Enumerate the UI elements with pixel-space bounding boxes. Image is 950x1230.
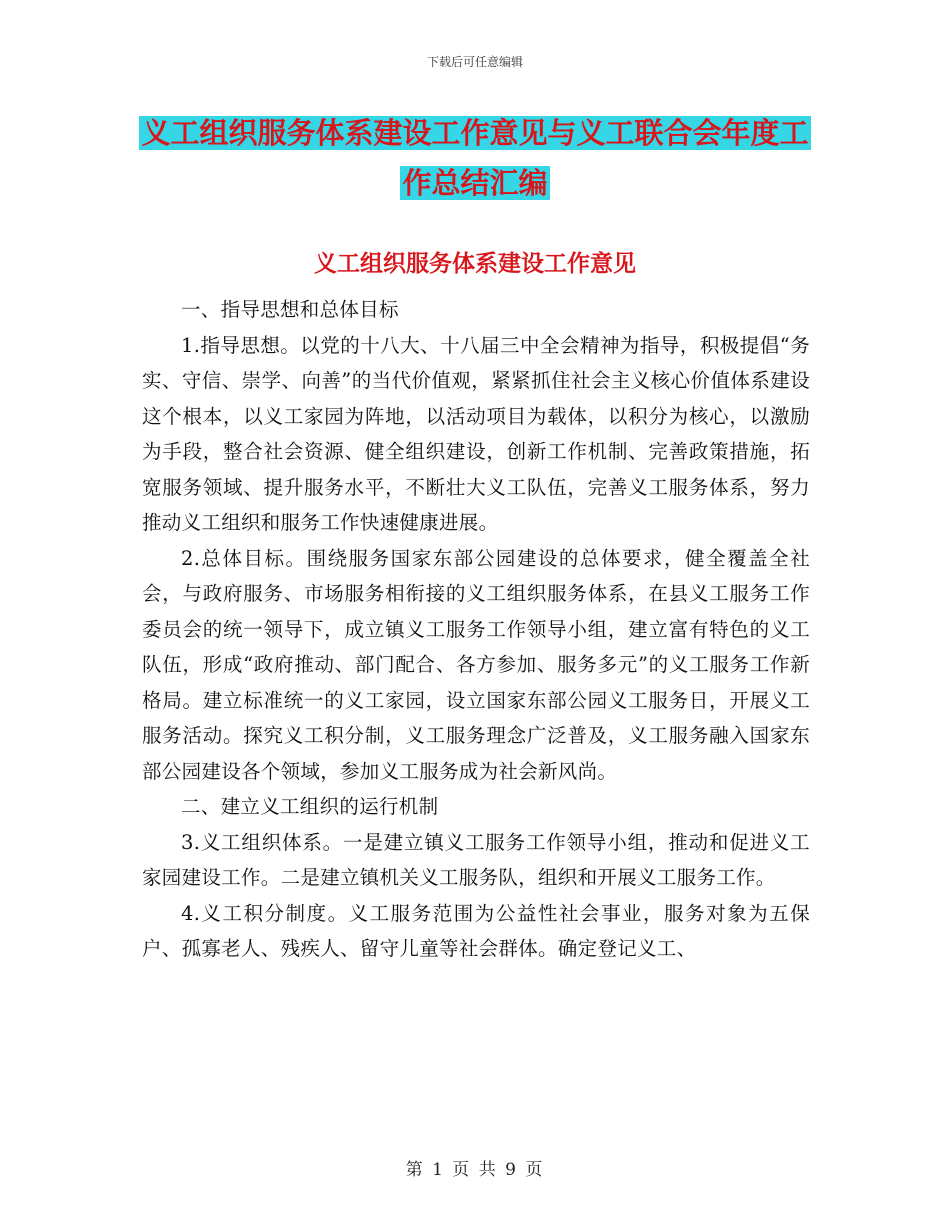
- paragraph-overall-goal: 2.总体目标。围绕服务国家东部公园建设的总体要求，健全覆盖全社会，与政府服务、市场服务相衔接的义工组织服务体系，在县义工服务工作委员会的统一领导下，成立镇义工服务工作领导小组，建立富有特色的义工队伍，形成“政府推动、部门配合、各方参加、服务多元”的义工服务工作新格局。建立标准统一的义工家园，设立国家东部公园义工服务日，开展义工服务活动。探究义工积分制，义工服务理念广泛普及，义工服务融入国家东部公园建设各个领域，参加义工服务成为社会新风尚。: [142, 546, 810, 783]
- paragraph-organization-system: 3.义工组织体系。一是建立镇义工服务工作领导小组，推动和促进义工家园建设工作。二是建立镇机关义工服务队，组织和开展义工服务工作。: [142, 830, 810, 889]
- heading-operating-mechanism: 二、建立义工组织的运行机制: [181, 795, 439, 818]
- document-title: [0, 108, 950, 208]
- section-title: 义工组织服务体系建设工作意见: [314, 251, 636, 277]
- document-title-line-2: 作总结汇编: [402, 166, 548, 200]
- heading-guiding-principles: 一、指导思想和总体目标: [181, 298, 399, 321]
- paragraph-points-system: 4.义工积分制度。义工服务范围为公益性社会事业，服务对象为五保户、孤寡老人、残疾人、留守儿童等社会群体。确定登记义工、: [142, 901, 810, 960]
- header-note: 下载后可任意编辑: [426, 55, 523, 69]
- document-body: [142, 292, 810, 967]
- document-title-line-1: 义工组织服务体系建设工作意见与义工联合会年度工: [141, 116, 809, 150]
- paragraph-guiding-ideology: 1.指导思想。以党的十八大、十八届三中全会精神为指导，积极提倡“务实、守信、崇学、向善”的当代价值观，紧紧抓住社会主义核心价值体系建设这个根本，以义工家园为阵地，以活动项目为载体，以积分为核心，以激励为手段，整合社会资源、健全组织建设，创新工作机制、完善政策措施，拓宽服务领域、提升服务水平，不断壮大义工队伍，完善义工服务体系，努力推动义工组织和服务工作快速健康进展。: [142, 333, 810, 534]
- page-footer: 第 1 页 共 9 页: [405, 1160, 545, 1180]
